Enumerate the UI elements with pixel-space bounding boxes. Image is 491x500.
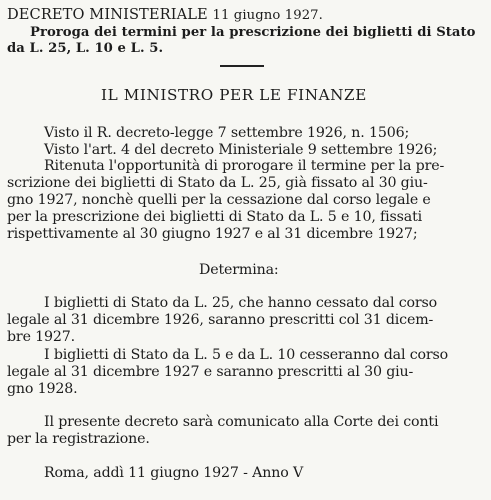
- article-line: legale al 31 dicembre 1927 e saranno prescritti al 30 giu-: [7, 364, 414, 380]
- decree-summary-line-2: da L. 25, L. 10 e L. 5.: [7, 41, 164, 56]
- preamble-line: Visto l'art. 4 del decreto Ministeriale 9 settembre 1926;: [44, 142, 438, 158]
- decree-date: 11 giugno 1927.: [212, 8, 323, 23]
- preamble-line: gno 1927, nonchè quelli per la cessazione dal corso legale e: [7, 192, 431, 208]
- preamble-line: rispettivamente al 30 giugno 1927 e al 31 dicembre 1927;: [7, 226, 418, 242]
- article-line: gno 1928.: [7, 381, 78, 397]
- decree-heading: [7, 6, 323, 24]
- separator-rule: [220, 65, 264, 67]
- issuer-heading: IL MINISTRO PER LE FINANZE: [101, 86, 367, 104]
- closing-line: Roma, addì 11 giugno 1927 - Anno V: [44, 465, 304, 481]
- preamble-line: per la prescrizione dei biglietti di Stato da L. 5 e 10, fissati: [7, 209, 423, 225]
- decree-title: DECRETO MINISTERIALE: [7, 6, 208, 23]
- article-line: I biglietti di Stato da L. 5 e da L. 10 cesseranno dal corso: [44, 347, 449, 363]
- article-line: I biglietti di Stato da L. 25, che hanno cessato dal corso: [44, 295, 438, 311]
- determina-heading: Determina:: [199, 262, 279, 278]
- article-line: per la registrazione.: [7, 431, 150, 447]
- article-line: legale al 31 dicembre 1926, saranno prescritti col 31 dicem-: [7, 312, 434, 328]
- decree-summary-line-1: Proroga dei termini per la prescrizione dei biglietti di Stato: [30, 25, 476, 40]
- article-line: Il presente decreto sarà comunicato alla Corte dei conti: [44, 414, 439, 430]
- preamble-line: Visto il R. decreto-legge 7 settembre 1926, n. 1506;: [44, 125, 410, 141]
- preamble-line: scrizione dei biglietti di Stato da L. 25, già fissato al 30 giu-: [7, 175, 428, 191]
- article-line: bre 1927.: [7, 329, 76, 345]
- preamble-line: Ritenuta l'opportunità di prorogare il termine per la pre-: [44, 158, 445, 174]
